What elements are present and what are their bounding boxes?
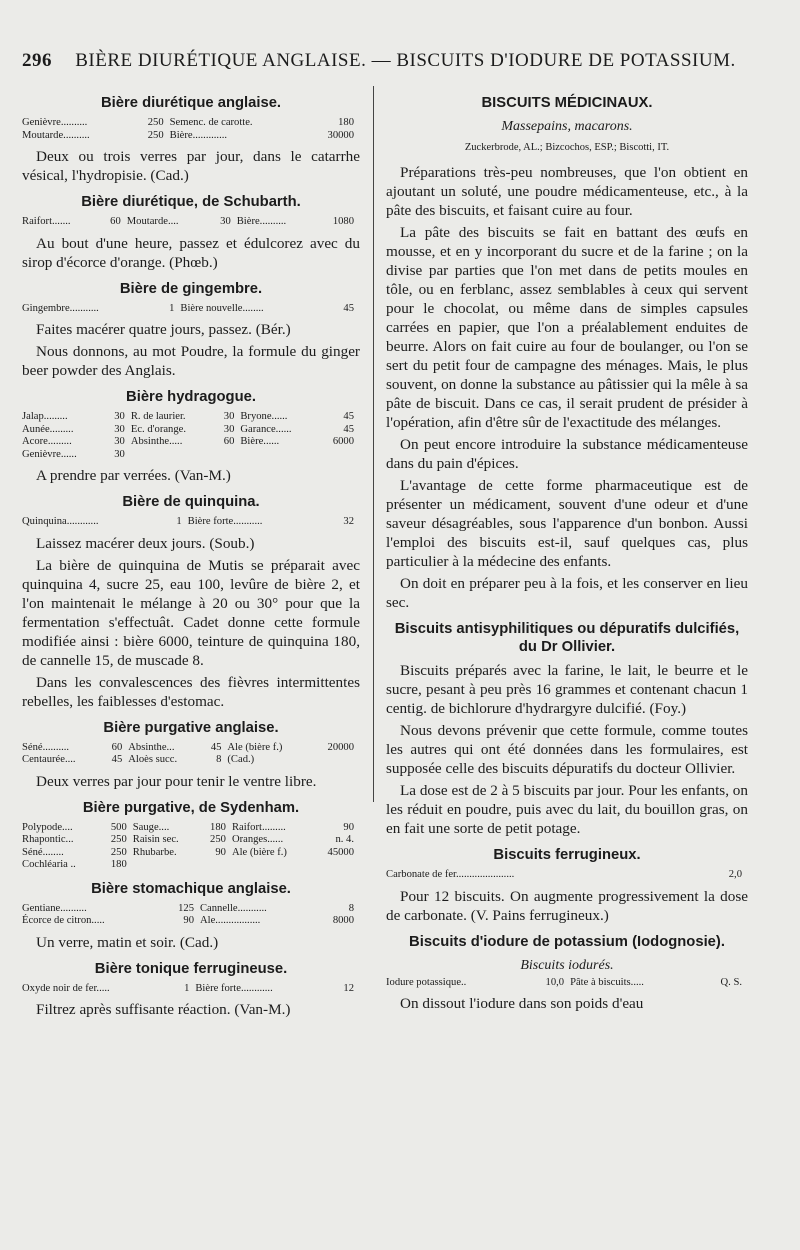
ingredient-name xyxy=(240,449,318,462)
ingredient-quantity: 12 xyxy=(343,982,354,994)
ingredient-row xyxy=(22,754,360,767)
ingredient-quantity: 60 xyxy=(223,436,235,447)
ingredient-name: R. de laurier. xyxy=(130,411,186,422)
ingredient-quantity: Q. S. xyxy=(720,976,742,988)
ingredient-row xyxy=(22,303,360,316)
paragraph: Nous donnons, au mot Poudre, la formule du ginger beer powder des Anglais. xyxy=(22,343,360,379)
recipe-section xyxy=(22,719,360,791)
section-title: Bière de gingembre. xyxy=(119,280,263,297)
recipe-section xyxy=(22,880,360,952)
ingredient-name: Acore......... xyxy=(22,436,72,447)
ingredient-name: Bière.......... xyxy=(236,216,287,227)
section-title: Bière de quinquina. xyxy=(122,494,260,510)
ingredient-name: Bière forte........... xyxy=(187,516,263,527)
ingredient-row xyxy=(386,869,748,882)
ingredient-name xyxy=(232,859,312,872)
section-title: Biscuits d'iodure de potassium (Iodognosie). xyxy=(409,933,725,950)
ingredient-name: Garance...... xyxy=(240,423,292,435)
ingredient-quantity: 2,0 xyxy=(728,869,742,880)
ingredient-name: Polypode.... xyxy=(22,821,73,833)
section-title: BISCUITS MÉDICINAUX. xyxy=(481,95,653,111)
ingredient-name: Bryone...... xyxy=(240,411,288,422)
ingredient-name: Raifort......... xyxy=(231,821,286,833)
page-header xyxy=(22,50,778,72)
column-divider xyxy=(373,86,374,802)
paragraph: La pâte des biscuits se fait en battant des œufs en mousse, et en y incorporant du sucre et de la farine ; on la divise par parties que l'on met dans de petits moules en tôle, ou en ferblanc, assez semblables à ceux qui servent pour le chocolat, ou même dans de simples capsules carrées en papier, que l'on a préalablement enduites de beurre. Alors on fait cuire au four de boulanger, ou l'on se sert du petit four de campagne des ménages. Mais, le plus souvent, on donne la substance au pâtissier qui la mêle à sa pâte de biscuit. Dans ce cas, il serait prudent de présider à l'opération, afin d'être sûr de l'exactitude des mélanges. xyxy=(386,224,748,431)
ingredient-quantity: 30 xyxy=(220,216,231,227)
ingredient-quantity: 180 xyxy=(110,859,127,870)
ingredient-quantity: 90 xyxy=(183,915,194,926)
recipe-section xyxy=(22,280,360,381)
ingredient-row xyxy=(22,915,360,928)
ingredient-quantity: 90 xyxy=(343,821,354,833)
ingredient-name: Écorce de citron..... xyxy=(22,915,105,926)
ingredient-name: Aloès succ. xyxy=(128,754,178,765)
ingredient-name: Sauge.... xyxy=(132,821,170,833)
ingredient-table xyxy=(22,117,360,142)
ingredient-quantity: 45 xyxy=(343,423,354,435)
paragraph: On peut encore introduire la substance médicamenteuse dans du pain d'épices. xyxy=(386,436,748,472)
recipe-section xyxy=(386,94,748,612)
ingredient-name: Ale (bière f.) xyxy=(227,741,283,753)
ingredient-quantity: 6000 xyxy=(332,436,354,447)
ingredient-quantity: 45 xyxy=(343,302,354,314)
ingredient-quantity: 8 xyxy=(216,754,222,765)
ingredient-quantity: 60 xyxy=(111,741,123,753)
ingredient-quantity: 8 xyxy=(348,902,354,914)
ingredient-name: Cannelle........... xyxy=(199,902,267,914)
paragraph: Nous devons prévenir que cette formule, comme toutes les autres qui ont été données dans les formulaires, est supposée celle des biscuits dépuratifs du docteur Ollivier. xyxy=(386,722,748,777)
section-title: Biscuits ferrugineux. xyxy=(493,847,641,863)
ingredient-name: Raifort....... xyxy=(22,216,71,227)
recipe-section xyxy=(22,193,360,272)
recipe-section xyxy=(386,620,748,838)
ingredient-quantity: 30 xyxy=(114,423,125,435)
paragraph: On dissout l'iodure dans son poids d'eau xyxy=(400,995,644,1012)
right-column xyxy=(386,86,748,1016)
ingredient-name: Bière nouvelle........ xyxy=(180,302,264,314)
ingredient-name: Genièvre...... xyxy=(22,448,77,460)
ingredient-quantity: 500 xyxy=(110,821,127,833)
ingredient-quantity: 30 xyxy=(223,423,235,435)
ingredient-row xyxy=(22,449,360,462)
ingredient-quantity: 45000 xyxy=(327,846,354,858)
ingredient-name: Bière forte............ xyxy=(195,982,273,994)
ingredient-quantity: 250 xyxy=(147,129,164,141)
ingredient-name: Centaurée.... xyxy=(22,754,76,765)
ingredient-name: Séné........ xyxy=(22,846,64,858)
ingredient-quantity: 125 xyxy=(178,902,194,914)
section-subtitle: Massepains, macarons. xyxy=(501,119,633,134)
ingredient-quantity: 45 xyxy=(210,741,222,753)
ingredient-name: (Cad.) xyxy=(227,754,255,765)
ingredient-name: Pâte à biscuits..... xyxy=(570,976,644,988)
ingredient-row xyxy=(22,424,360,437)
recipe-section xyxy=(22,388,360,485)
ingredient-table xyxy=(22,516,360,529)
ingredient-quantity: 180 xyxy=(210,821,226,833)
paragraph: Dans les convalescences des fièvres intermittentes rebelles, les faiblesses d'estomac. xyxy=(22,673,360,710)
ingredient-row xyxy=(22,411,360,424)
paragraph: Préparations très-peu nombreuses, que l'on obtient en ajoutant un soluté, une poudre médicamenteuse, etc., à la pâte des biscuits, et faisant cuire au four. xyxy=(386,164,748,219)
ingredient-name: Oxyde noir de fer..... xyxy=(22,982,110,994)
ingredient-quantity: 1080 xyxy=(332,216,354,227)
ingredient-row xyxy=(22,822,360,835)
paragraph: Filtrez après suffisante réaction. (Van-M.) xyxy=(36,1001,291,1018)
ingredient-quantity: 20000 xyxy=(327,741,354,753)
ingredient-name: Raisin sec. xyxy=(132,834,179,845)
ingredient-table xyxy=(386,977,748,990)
paragraph: On doit en préparer peu à la fois, et les conserver en lieu sec. xyxy=(386,575,748,611)
ingredient-name: Quinquina............ xyxy=(22,516,99,527)
ingredient-table xyxy=(22,742,360,767)
paragraph: Au bout d'une heure, passez et édulcorez avec du sirop d'écorce d'orange. (Phœb.) xyxy=(22,234,360,271)
ingredient-quantity: 30 xyxy=(223,411,235,422)
paragraph: Pour 12 biscuits. On augmente progressivement la dose de carbonate. (V. Pains ferrugineux.) xyxy=(386,887,748,924)
ingredient-row xyxy=(22,847,360,860)
ingredient-quantity: 250 xyxy=(147,117,164,128)
ingredient-quantity: 250 xyxy=(110,846,127,858)
recipe-section xyxy=(386,933,748,1014)
ingredient-row xyxy=(22,117,360,130)
ingredient-name: Semenc. de carotte. xyxy=(169,117,253,128)
ingredient-quantity: 90 xyxy=(215,846,226,858)
paragraph: Un verre, matin et soir. (Cad.) xyxy=(36,933,219,951)
ingredient-quantity: 1 xyxy=(184,982,190,994)
ingredient-quantity xyxy=(312,859,360,872)
ingredient-name: Ale................. xyxy=(199,915,261,926)
ingredient-row xyxy=(22,516,360,529)
ingredient-quantity xyxy=(200,859,232,872)
ingredient-quantity: 1 xyxy=(169,302,175,314)
ingredient-row xyxy=(22,130,360,143)
section-title: Bière purgative, de Sydenham. xyxy=(82,799,300,816)
ingredient-quantity: 8000 xyxy=(332,915,354,926)
recipe-section xyxy=(386,846,748,925)
ingredient-quantity: 30 xyxy=(114,436,125,447)
ingredient-name: Bière...... xyxy=(240,436,280,447)
ingredient-table xyxy=(22,983,360,996)
section-title: Bière tonique ferrugineuse. xyxy=(94,960,288,977)
ingredient-row xyxy=(22,983,360,996)
paragraph: La bière de quinquina de Mutis se préparait avec quinquina 4, sucre 25, eau 100, levûre de bière 2, et l'on maintenait le mélange à 20 ou 30° pour que la fermentation s'effectuât. Cadet donne cette formule modifiée ainsi : bière 6000, teinture de quinquina 180, de cannelle 15, de muscade 8. xyxy=(22,556,360,669)
ingredient-quantity xyxy=(318,449,360,462)
ingredient-quantity: 60 xyxy=(110,216,121,227)
section-title: Bière diurétique anglaise. xyxy=(100,95,282,111)
paragraph: L'avantage de cette forme pharmaceutique est de présenter un médicament, souvent d'une odeur et d'une saveur désagréables, sous l'apparence d'un bonbon. Aussi l'emploi des biscuits est-il, sauf quelques cas, plus particulier à la médecine des enfants. xyxy=(386,477,748,570)
ingredient-name: Gentiane.......... xyxy=(22,902,87,914)
ingredient-quantity: 45 xyxy=(343,411,354,422)
ingredient-table xyxy=(22,822,360,872)
ingredient-name xyxy=(133,859,200,872)
section-title: Bière hydragogue. xyxy=(126,389,256,405)
recipe-section xyxy=(22,493,360,711)
ingredient-name xyxy=(131,449,215,462)
section-title: Biscuits antisyphilitiques ou dépuratifs dulcifiés, du Dr Ollivier. xyxy=(394,621,740,655)
section-title: Bière stomachique anglaise. xyxy=(91,880,291,897)
section-title: Bière diurétique, de Schubarth. xyxy=(81,194,301,210)
paragraph: A prendre par verrées. (Van-M.) xyxy=(36,467,231,484)
ingredient-name: Cochléaria .. xyxy=(22,859,76,870)
ingredient-name: Carbonate de fer...................... xyxy=(386,869,515,880)
ingredient-quantity: 45 xyxy=(111,754,123,765)
paragraph: Deux verres par jour pour tenir le ventre libre. xyxy=(36,772,317,790)
section-subtitle: Biscuits iodurés. xyxy=(520,957,614,973)
ingredient-name: Rhapontic... xyxy=(22,834,74,845)
ingredient-row xyxy=(386,977,748,990)
ingredient-quantity: 250 xyxy=(110,834,127,845)
left-column xyxy=(22,86,360,1022)
section-title: Bière purgative anglaise. xyxy=(103,719,279,736)
ingredient-name: Aunée......... xyxy=(22,423,74,435)
ingredient-quantity: 10,0 xyxy=(545,976,565,988)
ingredient-quantity: 30 xyxy=(114,448,125,460)
ingredient-name: Jalap......... xyxy=(22,411,68,422)
recipe-section xyxy=(22,960,360,1020)
ingredient-name: Genièvre.......... xyxy=(22,117,88,128)
ingredient-table xyxy=(22,411,360,461)
ingredient-quantity: 30000 xyxy=(327,129,354,141)
ingredient-row xyxy=(22,859,360,872)
ingredient-quantity: 32 xyxy=(343,516,354,527)
ingredient-name: Séné.......... xyxy=(22,741,70,753)
page-number: 296 xyxy=(22,50,52,71)
ingredient-name: Rhubarbe. xyxy=(132,846,177,858)
ingredient-name: Gingembre........... xyxy=(22,302,99,314)
ingredient-row xyxy=(22,436,360,449)
ingredient-name: Iodure potassique.. xyxy=(386,976,467,988)
ingredient-row xyxy=(22,742,360,755)
paragraph: Laissez macérer deux jours. (Soub.) xyxy=(36,534,255,552)
ingredient-table xyxy=(22,303,360,316)
ingredient-row xyxy=(22,903,360,916)
section-synonyms: Zuckerbrode, AL.; Bizcochos, ESP.; Biscotti, IT. xyxy=(464,142,670,153)
ingredient-name: Bière............. xyxy=(169,129,228,141)
ingredient-table xyxy=(386,869,748,882)
recipe-section xyxy=(22,799,360,872)
ingredient-name: Oranges...... xyxy=(231,834,284,845)
ingredient-row xyxy=(22,834,360,847)
ingredient-table xyxy=(22,216,360,229)
paragraph: Deux ou trois verres par jour, dans le catarrhe vésical, l'hydropisie. (Cad.) xyxy=(22,148,360,184)
ingredient-quantity: 180 xyxy=(338,117,354,128)
ingredient-quantity: 1 xyxy=(176,516,182,527)
running-title: BIÈRE DIURÉTIQUE ANGLAISE. — BISCUITS D'IODURE DE POTASSIUM. xyxy=(75,50,736,71)
ingredient-name: Moutarde.... xyxy=(126,216,179,227)
ingredient-quantity xyxy=(311,754,360,767)
ingredient-name: Ale (bière f.) xyxy=(231,846,287,858)
paragraph: Biscuits préparés avec la farine, le lait, le beurre et le sucre, pesant à peu près 16 grammes et contenant chacun 1 centig. de bichlorure d'hydrargyre dulcifié. (Foy.) xyxy=(386,662,748,717)
ingredient-quantity: 250 xyxy=(210,834,226,845)
paragraph: La dose est de 2 à 5 biscuits par jour. Pour les enfants, on les réduit en poudre, puis avec du lait, du bouillon gras, on en fait une sorte de petit potage. xyxy=(386,782,748,837)
ingredient-name: Ec. d'orange. xyxy=(130,423,186,435)
ingredient-row xyxy=(22,216,360,229)
ingredient-name: Absinthe... xyxy=(128,741,175,753)
recipe-section xyxy=(22,94,360,185)
ingredient-quantity xyxy=(215,449,240,462)
ingredient-table xyxy=(22,903,360,928)
paragraph: Faites macérer quatre jours, passez. (Bér.) xyxy=(36,321,291,338)
ingredient-quantity: n. 4. xyxy=(335,834,354,845)
ingredient-name: Absinthe..... xyxy=(130,436,183,447)
ingredient-name: Moutarde.......... xyxy=(22,129,90,141)
ingredient-quantity: 30 xyxy=(114,411,125,422)
